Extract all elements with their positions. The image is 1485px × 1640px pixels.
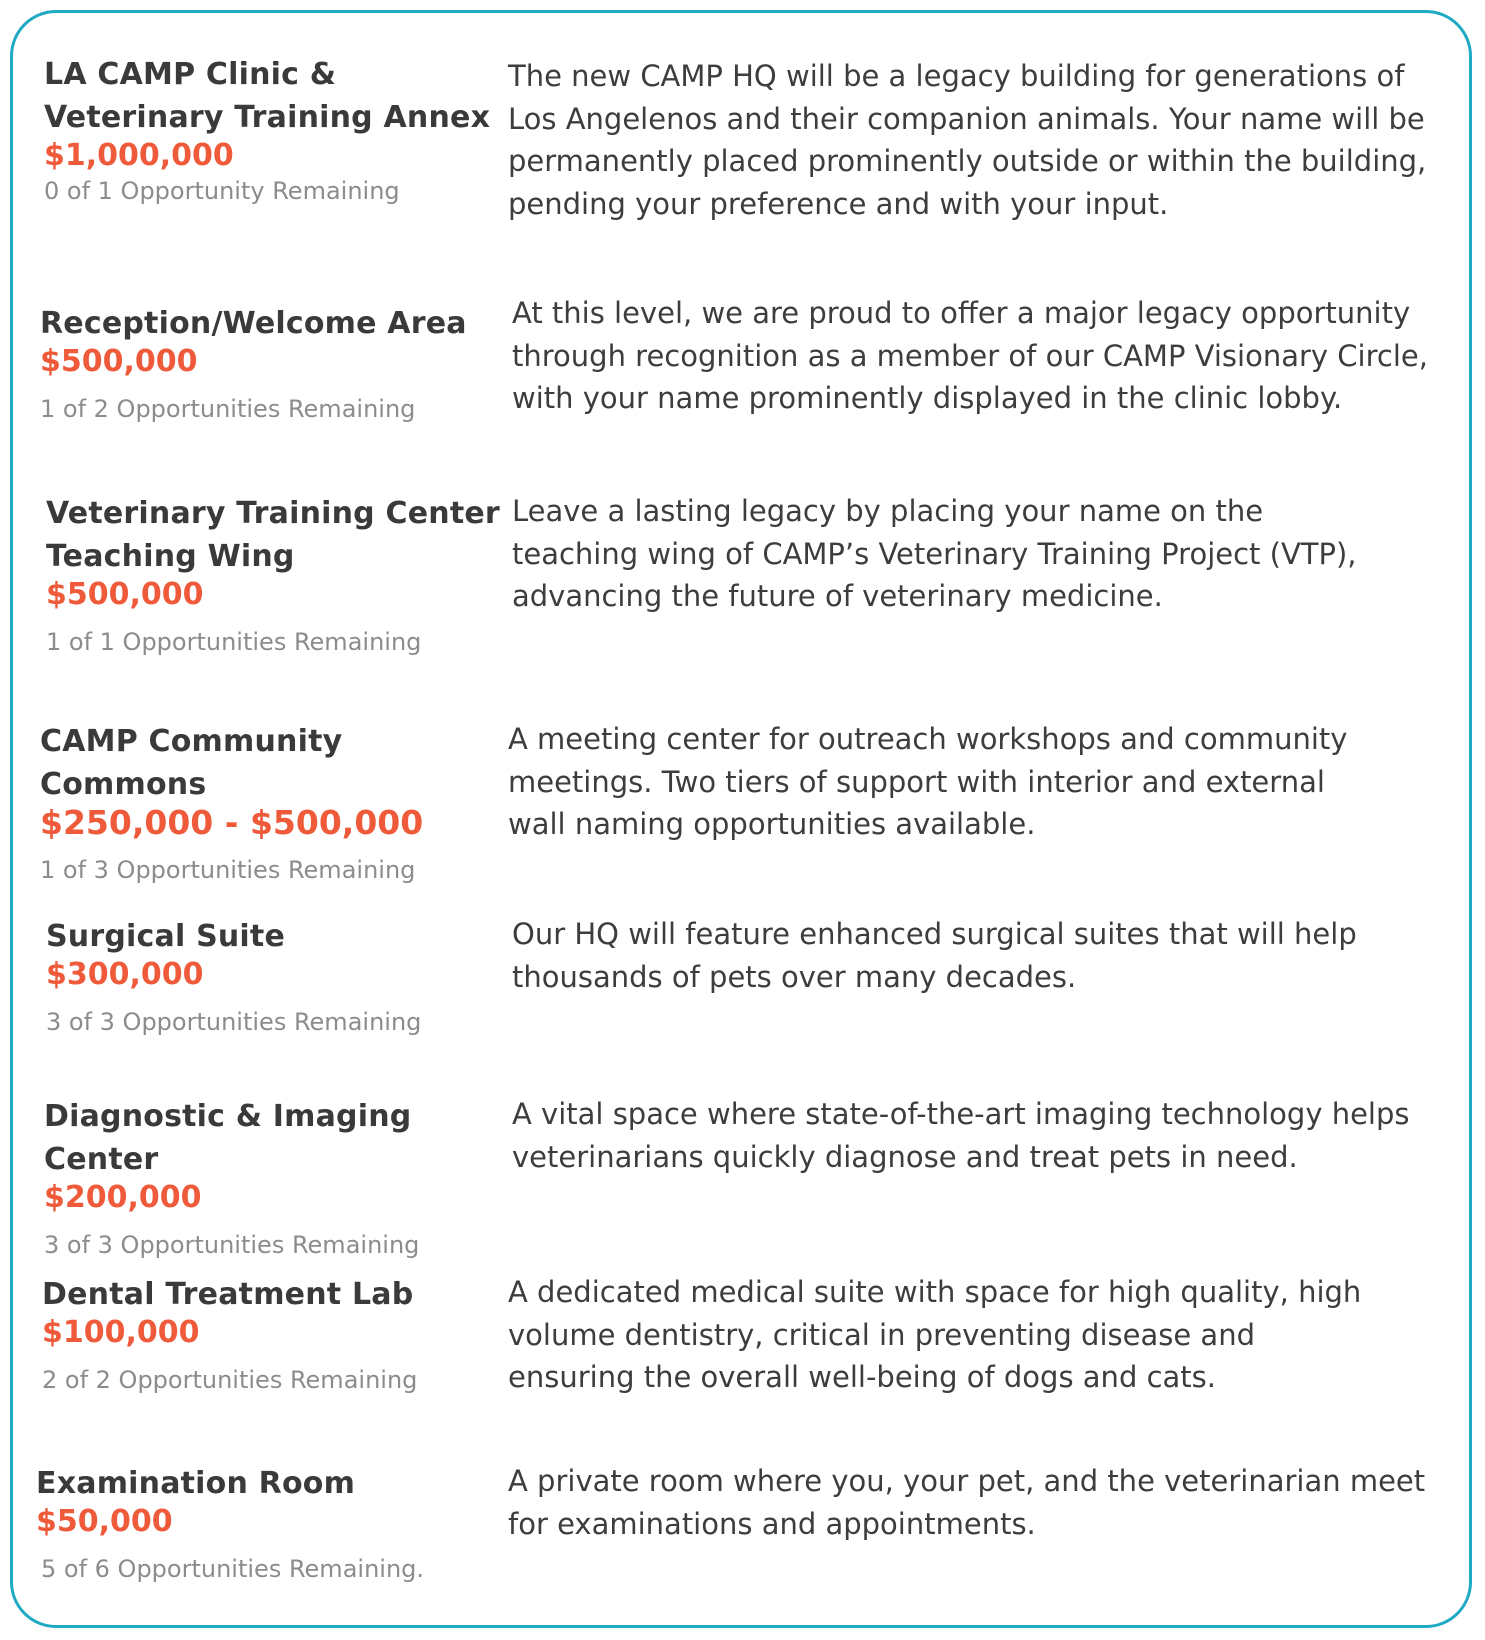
opportunity-remaining: 5 of 6 Opportunities Remaining.: [41, 1555, 425, 1583]
opportunity-price: $50,000: [36, 1504, 173, 1539]
opportunity-remaining: 2 of 2 Opportunities Remaining: [42, 1366, 418, 1394]
opportunity-name: Examination Room: [36, 1466, 356, 1501]
opportunity-summary: [44, 1095, 514, 1262]
opportunity-description: Our HQ will feature enhanced surgical suites that will help thousands of pets over many decades.: [512, 917, 1357, 994]
opportunity-name: Veterinary Training Center Teaching Wing: [46, 496, 500, 574]
opportunity-name: LA CAMP Clinic & Veterinary Training Annex: [44, 57, 491, 135]
opportunity-remaining: 3 of 3 Opportunities Remaining: [44, 1231, 420, 1259]
opportunity-name: Dental Treatment Lab: [42, 1277, 414, 1312]
opportunity-summary: [44, 53, 494, 208]
opportunity-summary: [42, 1273, 502, 1397]
opportunity-price: $250,000 - $500,000: [40, 803, 424, 842]
opportunity-summary: [40, 302, 500, 426]
opportunity-price: $200,000: [44, 1180, 202, 1215]
opportunity-description: Leave a lasting legacy by placing your name on the teaching wing of CAMP’s Veterinary Training Project (VTP), advancing the future of veterinary medicine.: [512, 494, 1357, 613]
opportunity-price: $500,000: [46, 577, 204, 612]
opportunity-name: Surgical Suite: [46, 919, 286, 954]
opportunity-summary: [46, 915, 506, 1039]
opportunity-price: $1,000,000: [44, 138, 234, 173]
opportunity-description: The new CAMP HQ will be a legacy building for generations of Los Angelenos and their companion animals. Your name will be permanently placed prominently outside or within the building, pending your preference and with your input.: [508, 59, 1427, 221]
opportunity-price: $300,000: [46, 957, 204, 992]
opportunity-summary: [36, 1462, 496, 1586]
opportunity-name: CAMP Community Commons: [40, 724, 343, 802]
opportunity-price: $500,000: [40, 344, 198, 379]
opportunity-summary: [40, 720, 500, 887]
opportunity-name: Reception/Welcome Area: [40, 306, 467, 341]
opportunity-price: $100,000: [42, 1315, 200, 1350]
opportunity-remaining: 1 of 1 Opportunities Remaining: [46, 628, 422, 656]
opportunity-remaining: 1 of 2 Opportunities Remaining: [40, 395, 416, 423]
opportunity-description: A meeting center for outreach workshops and community meetings. Two tiers of support with interior and external wall naming opportunities available.: [508, 722, 1348, 841]
opportunity-remaining: 0 of 1 Opportunity Remaining: [44, 177, 400, 205]
opportunity-description: At this level, we are proud to offer a major legacy opportunity through recognition as a member of our CAMP Visionary Circle, with your name prominently displayed in the clinic lobby.: [512, 296, 1428, 415]
opportunity-description: A private room where you, your pet, and the veterinarian meet for examinations and appointments.: [508, 1464, 1426, 1541]
opportunity-description: A dedicated medical suite with space for high quality, high volume dentistry, critical in preventing disease and ensuring the overall well-being of dogs and cats.: [508, 1275, 1362, 1394]
opportunity-remaining: 1 of 3 Opportunities Remaining: [40, 856, 416, 884]
opportunity-summary: [46, 492, 506, 659]
opportunity-name: Diagnostic & Imaging Center: [44, 1099, 412, 1177]
opportunity-remaining: 3 of 3 Opportunities Remaining: [46, 1008, 422, 1036]
opportunity-description: A vital space where state-of-the-art imaging technology helps veterinarians quickly diagnose and treat pets in need.: [512, 1097, 1410, 1174]
